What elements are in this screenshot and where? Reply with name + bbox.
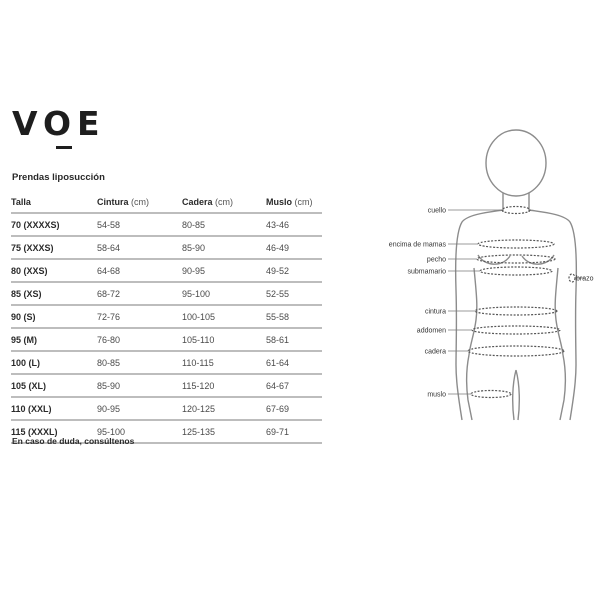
measure-arm <box>569 274 575 282</box>
table-row: 115 (XXXL) 95-100 125-135 69-71 <box>11 421 322 444</box>
header-cadera: Cadera (cm) <box>182 191 266 214</box>
measure-abdomen <box>472 326 560 334</box>
label-cintura: cintura <box>424 308 446 316</box>
measure-hip <box>468 346 564 356</box>
table-row: 100 (L) 80-85 110-115 61-64 <box>11 352 322 375</box>
table-row: 110 (XXL) 90-95 120-125 67-69 <box>11 398 322 421</box>
brand-logo: VOE <box>12 104 106 143</box>
label-encima-mamas: encima de mamas <box>388 241 446 249</box>
table-row: 75 (XXXS) 58-64 85-90 46-49 <box>11 237 322 260</box>
label-abdomen: addomen <box>416 327 446 335</box>
label-brazo: brazo <box>576 275 594 283</box>
table-row: 85 (XS) 68-72 95-100 52-55 <box>11 283 322 306</box>
label-pecho: pecho <box>426 256 446 264</box>
legs-outline <box>467 355 566 420</box>
footnote: En caso de duda, consúltenos <box>12 436 135 446</box>
table-row: 90 (S) 72-76 100-105 55-58 <box>11 306 322 329</box>
measure-bust <box>477 255 555 263</box>
label-muslo: muslo <box>427 391 446 399</box>
table-row: 80 (XXS) 64-68 90-95 49-52 <box>11 260 322 283</box>
table-row: 70 (XXXXS) 54-58 80-85 43-46 <box>11 214 322 237</box>
measure-neck <box>502 207 530 214</box>
waist-outline <box>469 268 563 355</box>
header-talla: Talla <box>11 191 97 214</box>
torso-outline <box>456 210 577 420</box>
label-cuello: cuello <box>427 207 446 215</box>
measure-waist <box>475 307 557 315</box>
header-muslo: Muslo (cm) <box>266 191 322 214</box>
header-cintura: Cintura (cm) <box>97 191 182 214</box>
label-submamario: submamario <box>407 268 446 276</box>
table-title: Prendas liposucción <box>12 172 105 183</box>
label-cadera: cadera <box>424 348 446 356</box>
table-row: 95 (M) 76-80 105-110 58-61 <box>11 329 322 352</box>
measure-underbust <box>480 267 552 275</box>
table-row: 105 (XL) 85-90 115-120 64-67 <box>11 375 322 398</box>
head-outline <box>486 130 546 196</box>
measure-above-bust <box>478 240 554 248</box>
measure-thigh <box>471 391 511 398</box>
